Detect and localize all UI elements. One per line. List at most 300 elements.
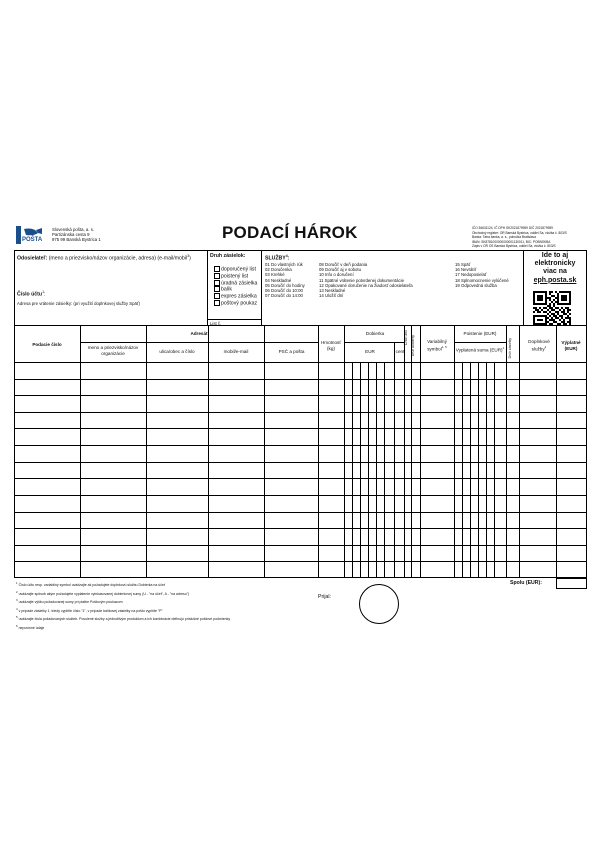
qr-module bbox=[541, 295, 543, 297]
qr-module bbox=[555, 301, 557, 303]
services-col2 bbox=[319, 262, 459, 298]
footnote-text: uvádzajte čísla požadovaných služieb. Povolené služby a jednotlivým produktom a ich kombinácie definujú príslušné poštové podmienky bbox=[18, 617, 231, 622]
qr-module bbox=[545, 315, 547, 317]
qr-module bbox=[535, 303, 537, 305]
sheet-number-label: List č. bbox=[210, 321, 222, 326]
cislo-uctu-text: Číslo účtu bbox=[404, 330, 408, 346]
footnote-text: v prípade zásielky 1. triedy vyplňte číslo "1", v prípade balíkovej zásielky na poštu vyplňte "P" bbox=[18, 608, 163, 613]
account-label: Číslo účtu bbox=[17, 291, 43, 298]
services-col1 bbox=[265, 262, 320, 298]
qr-module bbox=[567, 307, 569, 309]
col-header-vyplatne: Výplatné (EUR) bbox=[561, 340, 581, 351]
qr-module bbox=[545, 311, 547, 313]
qr-module bbox=[569, 293, 571, 295]
eph-link[interactable]: eph.posta.sk bbox=[533, 276, 577, 284]
qr-module bbox=[537, 295, 539, 297]
sender-label: Odosielateľ: bbox=[17, 255, 48, 262]
column-line bbox=[208, 326, 209, 578]
row-line bbox=[14, 462, 587, 463]
qr-module bbox=[533, 321, 535, 323]
qr-module bbox=[553, 299, 555, 301]
eph-line: Ide to aj bbox=[541, 252, 569, 259]
eph-line: viac na bbox=[543, 268, 567, 276]
qr-module bbox=[569, 291, 571, 293]
qr-module bbox=[533, 317, 535, 319]
account-sup: 1 bbox=[42, 290, 45, 294]
qr-module bbox=[547, 297, 549, 299]
service-item: 08 Doručiť v deň podania bbox=[319, 262, 368, 267]
qr-module bbox=[551, 301, 553, 303]
total-label: Spolu (EUR): bbox=[510, 580, 542, 586]
qr-module bbox=[549, 293, 551, 295]
qr-module bbox=[567, 317, 569, 319]
qr-module bbox=[547, 305, 549, 307]
option-label: úradná zásielka bbox=[221, 279, 258, 286]
qr-module bbox=[559, 291, 561, 293]
column-line bbox=[420, 326, 421, 578]
qr-module bbox=[559, 309, 561, 311]
row-line bbox=[14, 379, 587, 380]
qr-module bbox=[533, 315, 535, 317]
info-line: IČO 36631124, IČ DPH SK2021879959 DIČ 2021879959 bbox=[472, 226, 553, 230]
digit-line bbox=[470, 362, 471, 578]
header-divider bbox=[344, 342, 404, 343]
qr-module bbox=[541, 299, 543, 301]
info-line: Banka: Tatra banka, a. s., pobočka Bratislava bbox=[472, 235, 536, 240]
qr-module bbox=[557, 317, 559, 319]
info-line: IBAN: SK8781000000000001130011, BIC: POBNSKBA bbox=[472, 239, 551, 244]
qr-module bbox=[541, 323, 543, 325]
qr-module bbox=[533, 293, 535, 295]
qr-module bbox=[539, 291, 541, 293]
option-label: balík bbox=[221, 286, 232, 293]
qr-module bbox=[555, 311, 557, 313]
option-official[interactable] bbox=[214, 280, 261, 287]
qr-module bbox=[547, 321, 549, 323]
qr-module bbox=[563, 303, 565, 305]
qr-module bbox=[533, 319, 535, 321]
qr-module bbox=[545, 299, 547, 301]
doplnkove-text: Doplnkové služby bbox=[528, 339, 550, 352]
qr-module bbox=[539, 295, 541, 297]
qr-module bbox=[551, 295, 553, 297]
row-line bbox=[14, 545, 587, 546]
column-line bbox=[519, 326, 520, 578]
footnote: $^2$ uvádzajte spôsob akým požadujete vyplatenie vyinkasovanej dobierkovej sumy (U - "na účet", A - "na adresu") bbox=[16, 589, 190, 596]
qr-module bbox=[549, 305, 551, 307]
service-item: 16 Nevrátiť bbox=[455, 267, 477, 273]
vyplatena-text: Vyplatená suma (EUR) bbox=[455, 347, 503, 353]
qr-module bbox=[569, 323, 571, 325]
qr-module bbox=[549, 311, 551, 313]
qr-module bbox=[563, 323, 565, 325]
qr-module bbox=[533, 297, 535, 299]
qr-module bbox=[563, 309, 565, 311]
col-header-adresat: Adresát bbox=[190, 331, 208, 336]
services-label: SLUŽBY$^4$: bbox=[265, 254, 290, 262]
services-col3 bbox=[455, 262, 523, 288]
qr-module bbox=[539, 323, 541, 325]
qr-module bbox=[569, 303, 571, 305]
qr-module bbox=[551, 309, 553, 311]
service-item: 03 Krehké bbox=[265, 272, 285, 278]
qr-module bbox=[535, 291, 537, 293]
qr-module bbox=[555, 315, 557, 317]
qr-module bbox=[543, 307, 545, 309]
qr-module bbox=[533, 291, 535, 293]
qr-module bbox=[541, 309, 543, 311]
qr-module bbox=[545, 301, 547, 303]
service-item: 09 Doručiť aj v sobotu bbox=[319, 267, 361, 273]
qr-module bbox=[561, 311, 563, 313]
digit-line bbox=[494, 362, 495, 578]
qr-module bbox=[545, 295, 547, 297]
qr-module bbox=[555, 297, 557, 299]
variabilny-sup: 1, 5 bbox=[441, 344, 447, 349]
row-line bbox=[14, 395, 587, 396]
option-label: expres zásielka bbox=[221, 293, 257, 300]
qr-module bbox=[551, 319, 553, 321]
qr-module bbox=[549, 303, 551, 305]
qr-module bbox=[543, 303, 545, 305]
sender-block: Odosielateľ: (meno a priezvisko/názov organizácie, adresa) (e-mail/mobil$^3$) bbox=[17, 254, 191, 262]
service-item: 06 Doručiť do 10:00 bbox=[265, 288, 303, 294]
qr-module bbox=[541, 315, 543, 317]
option-express[interactable] bbox=[214, 293, 261, 300]
option-label: doporučený list bbox=[221, 266, 256, 273]
qr-module bbox=[539, 297, 541, 299]
table-frame bbox=[14, 326, 587, 578]
qr-code-icon[interactable] bbox=[533, 291, 573, 331]
qr-module bbox=[569, 299, 571, 301]
qr-module bbox=[543, 311, 545, 313]
qr-module bbox=[545, 323, 547, 325]
qr-module bbox=[555, 291, 557, 293]
digit-line bbox=[352, 362, 353, 578]
column-line bbox=[318, 326, 319, 578]
druh-dobierky-text: Druh dobierky bbox=[411, 335, 415, 357]
option-parcel[interactable] bbox=[214, 286, 261, 293]
qr-module bbox=[551, 323, 553, 325]
col-header-poistenie: Poistenie (EUR) bbox=[463, 331, 497, 336]
company-legal-info bbox=[472, 226, 582, 249]
col-header-ulica: ulica/obec a číslo bbox=[159, 349, 195, 354]
qr-module bbox=[535, 309, 537, 311]
info-line: Obchodný register: OR Banská Bystrica, oddiel Sa, vložka č. 803/S bbox=[472, 230, 567, 235]
checkbox-icon[interactable] bbox=[214, 286, 220, 292]
footnotes bbox=[16, 580, 316, 631]
qr-module bbox=[549, 323, 551, 325]
service-item: 04 Neskladné bbox=[265, 277, 292, 283]
qr-module bbox=[569, 319, 571, 321]
qr-module bbox=[543, 323, 545, 325]
qr-module bbox=[567, 291, 569, 293]
qr-module bbox=[545, 307, 547, 309]
qr-module bbox=[561, 321, 563, 323]
footnote-text: uvádzajte výšku požadovanej sumy pri platbe Poštovým poukazom bbox=[18, 600, 123, 605]
service-item: 12 Opakované doručenie na žiadosť odosielateľa bbox=[319, 282, 413, 288]
qr-module bbox=[567, 309, 569, 311]
qr-module bbox=[551, 317, 553, 319]
service-item: 07 Doručiť do 14:00 bbox=[265, 293, 303, 299]
digit-line bbox=[368, 362, 369, 578]
qr-module bbox=[549, 319, 551, 321]
service-item: 11 Spätné vrátenie potvrdenej dokumentácie bbox=[319, 277, 404, 283]
qr-module bbox=[561, 297, 563, 299]
qr-module bbox=[533, 323, 535, 325]
checkbox-icon[interactable] bbox=[214, 300, 220, 306]
qr-module bbox=[553, 313, 555, 315]
qr-module bbox=[565, 323, 567, 325]
qr-module bbox=[541, 319, 543, 321]
service-item: 15 Späť bbox=[455, 262, 471, 267]
qr-module bbox=[561, 315, 563, 317]
qr-module bbox=[557, 303, 559, 305]
footnote-text: Číslo účtu resp. variabilný symbol uvádzajte ak požadujete doplnkovú službu Dobierka na účet bbox=[18, 583, 165, 588]
qr-module bbox=[563, 295, 565, 297]
qr-module bbox=[555, 307, 557, 309]
qr-module bbox=[559, 323, 561, 325]
eph-line: elektronicky bbox=[534, 260, 576, 268]
qr-module bbox=[553, 305, 555, 307]
qr-module bbox=[539, 299, 541, 301]
qr-module bbox=[565, 299, 567, 301]
checkbox-icon[interactable] bbox=[214, 280, 220, 286]
service-item: 01 Do vlastných rúk bbox=[265, 262, 303, 267]
qr-module bbox=[553, 321, 555, 323]
service-item: 02 Doručenka bbox=[265, 267, 292, 273]
col-header-eur: EUR bbox=[365, 349, 375, 354]
qr-module bbox=[549, 297, 551, 299]
qr-module bbox=[565, 307, 567, 309]
option-postal-order[interactable] bbox=[214, 300, 261, 307]
qr-module bbox=[563, 299, 565, 301]
return-address-label: Adresa pre vrátenie zásielky: (pri využití doplnkovej služby Späť) bbox=[17, 301, 140, 306]
qr-module bbox=[551, 291, 553, 293]
qr-module bbox=[537, 303, 539, 305]
qr-module bbox=[565, 303, 567, 305]
qr-module bbox=[569, 313, 571, 315]
qr-module bbox=[533, 311, 535, 313]
checkbox-icon[interactable] bbox=[214, 273, 220, 279]
qr-module bbox=[565, 291, 567, 293]
checkbox-icon[interactable] bbox=[214, 293, 220, 299]
digit-line bbox=[486, 362, 487, 578]
digit-line bbox=[478, 362, 479, 578]
row-line bbox=[14, 495, 587, 496]
row-line bbox=[14, 528, 587, 529]
col-header-hmotnost: Hmotnosť (kg) bbox=[320, 340, 342, 351]
company-line: Slovenská pošta, a. s. bbox=[52, 227, 95, 232]
column-line bbox=[556, 326, 557, 578]
service-item: 14 Uložiť dní bbox=[319, 293, 344, 299]
sender-desc: (meno a priezvisko/názov organizácie, adresa) (e-mail/mobil bbox=[48, 255, 188, 262]
qr-module bbox=[555, 321, 557, 323]
qr-module bbox=[557, 311, 559, 313]
qr-module bbox=[537, 323, 539, 325]
qr-module bbox=[555, 317, 557, 319]
total-value-field[interactable] bbox=[556, 578, 587, 589]
footnote-text: nepovinné údaje bbox=[18, 625, 45, 630]
qr-module bbox=[563, 291, 565, 293]
qr-module bbox=[565, 313, 567, 315]
company-line: 975 99 Banská Bystrica 1 bbox=[52, 237, 101, 243]
qr-module bbox=[547, 317, 549, 319]
qr-module bbox=[549, 315, 551, 317]
qr-module bbox=[539, 311, 541, 313]
service-item: 19 Odpovedná služba bbox=[455, 282, 497, 288]
qr-module bbox=[545, 293, 547, 295]
col-header-podacie-cislo: Podacie číslo bbox=[32, 342, 62, 347]
service-item: 13 Neskladné bbox=[319, 288, 346, 294]
company-line: Partizánska cesta 9 bbox=[52, 232, 90, 238]
qr-module bbox=[539, 319, 541, 321]
qr-module bbox=[563, 297, 565, 299]
col-header-dobierka: Dobierka bbox=[365, 331, 385, 336]
column-line bbox=[344, 326, 345, 578]
qr-module bbox=[563, 319, 565, 321]
service-item: 05 Doručiť do hodiny bbox=[265, 282, 305, 288]
qr-module bbox=[551, 307, 553, 309]
variabilny-text: Variabilný symbol bbox=[427, 339, 447, 352]
option-insured-letter[interactable] bbox=[214, 273, 261, 280]
qr-module bbox=[549, 307, 551, 309]
row-line bbox=[14, 428, 587, 429]
header-divider bbox=[454, 342, 506, 343]
doplnkove-sup: 4 bbox=[544, 344, 547, 349]
qr-module bbox=[553, 315, 555, 317]
logo-brand: POŠTA bbox=[22, 237, 43, 243]
qr-module bbox=[535, 307, 537, 309]
qr-module bbox=[569, 317, 571, 319]
digit-line bbox=[384, 362, 385, 578]
info-line: Zápis v OR OS Banská Bystrica, oddiel Sa, vložka č. 803/S bbox=[472, 244, 556, 249]
page-title: PODACÍ HÁROK bbox=[222, 223, 358, 242]
col-header-meno: meno a priezvisko/názov organizácie bbox=[87, 345, 139, 356]
digit-line bbox=[376, 362, 377, 578]
column-line bbox=[506, 326, 507, 578]
col-header-psc: PSČ a pošta bbox=[278, 349, 305, 354]
footnote-text: uvádzajte spôsob akým požadujete vyplatenie vyinkasovanej dobierkovej sumy (U - "na účet", A - "na adresu") bbox=[18, 591, 190, 596]
account-block: Číslo účtu$^1$: bbox=[17, 290, 46, 298]
option-label: poštový poukaz bbox=[221, 300, 258, 307]
header-bottom-line bbox=[14, 362, 587, 363]
vyplatena-sup: 1 bbox=[502, 346, 505, 350]
row-line bbox=[14, 561, 587, 562]
qr-module bbox=[567, 315, 569, 317]
col-header-vyplatena bbox=[454, 346, 506, 353]
column-line bbox=[454, 326, 455, 578]
qr-module bbox=[561, 295, 563, 297]
qr-module bbox=[545, 303, 547, 305]
qr-module bbox=[563, 321, 565, 323]
qr-module bbox=[547, 309, 549, 311]
shipment-type-label: Druh zásielok: bbox=[210, 253, 246, 259]
qr-module bbox=[569, 297, 571, 299]
qr-module bbox=[561, 299, 563, 301]
qr-module bbox=[553, 295, 555, 297]
qr-module bbox=[557, 313, 559, 315]
qr-module bbox=[565, 317, 567, 319]
qr-module bbox=[551, 313, 553, 315]
qr-module bbox=[533, 301, 535, 303]
druh-zasielky-text: Druh zásielky bbox=[508, 338, 512, 359]
company-info bbox=[52, 227, 112, 243]
digit-line bbox=[462, 362, 463, 578]
service-item: 10 Info o doručení bbox=[319, 272, 354, 278]
col-header-druh-dobierky bbox=[411, 335, 419, 356]
qr-module bbox=[537, 291, 539, 293]
shipment-type-options bbox=[214, 266, 261, 307]
qr-module bbox=[539, 303, 541, 305]
qr-module bbox=[533, 307, 535, 309]
qr-module bbox=[533, 299, 535, 301]
col-header-cent: cent bbox=[395, 349, 405, 354]
received-by-label: Prijal: bbox=[318, 594, 331, 600]
qr-module bbox=[553, 309, 555, 311]
qr-module bbox=[537, 311, 539, 313]
qr-module bbox=[535, 315, 537, 317]
column-line bbox=[264, 326, 265, 578]
qr-module bbox=[537, 315, 539, 317]
qr-module bbox=[545, 297, 547, 299]
header-divider bbox=[80, 342, 318, 343]
qr-module bbox=[541, 303, 543, 305]
digit-line bbox=[394, 362, 395, 578]
qr-module bbox=[561, 291, 563, 293]
checkbox-icon[interactable] bbox=[214, 266, 220, 272]
column-line bbox=[411, 326, 412, 578]
qr-module bbox=[569, 301, 571, 303]
column-line bbox=[404, 326, 405, 578]
qr-module bbox=[537, 309, 539, 311]
qr-module bbox=[545, 317, 547, 319]
footnote: $^6$ nepovinné údaje bbox=[16, 623, 45, 630]
footnote: $^1$ Číslo účtu resp. variabilný symbol uvádzajte ak požadujete doplnkovú službu Dobierka na účet bbox=[16, 581, 165, 588]
row-line bbox=[14, 512, 587, 513]
digit-line bbox=[360, 362, 361, 578]
qr-module bbox=[541, 291, 543, 293]
qr-module bbox=[537, 297, 539, 299]
option-registered-letter[interactable] bbox=[214, 266, 261, 273]
qr-module bbox=[565, 297, 567, 299]
qr-module bbox=[557, 323, 559, 325]
qr-module bbox=[549, 291, 551, 293]
qr-module bbox=[553, 319, 555, 321]
qr-module bbox=[539, 307, 541, 309]
qr-module bbox=[557, 301, 559, 303]
qr-module bbox=[553, 303, 555, 305]
qr-module bbox=[557, 299, 559, 301]
stamp-circle bbox=[359, 584, 399, 624]
option-label: poistený list bbox=[221, 273, 249, 280]
col-header-doplnkove bbox=[521, 339, 557, 352]
qr-module bbox=[537, 319, 539, 321]
qr-module bbox=[549, 299, 551, 301]
col-header-variabilny bbox=[420, 339, 454, 352]
qr-module bbox=[567, 311, 569, 313]
footnote: $^3$ uvádzajte výšku požadovanej sumy pri platbe Poštovým poukazom bbox=[16, 598, 123, 605]
qr-module bbox=[567, 321, 569, 323]
qr-module bbox=[543, 291, 545, 293]
column-line bbox=[80, 326, 81, 578]
qr-module bbox=[559, 303, 561, 305]
qr-module bbox=[539, 315, 541, 317]
qr-module bbox=[569, 295, 571, 297]
qr-module bbox=[561, 303, 563, 305]
footnote: $^5$ uvádzajte čísla požadovaných služieb. Povolené služby a jednotlivým produktom a ich kombinácie definujú príslušné poštové podmienky bbox=[16, 615, 231, 622]
qr-module bbox=[561, 307, 563, 309]
